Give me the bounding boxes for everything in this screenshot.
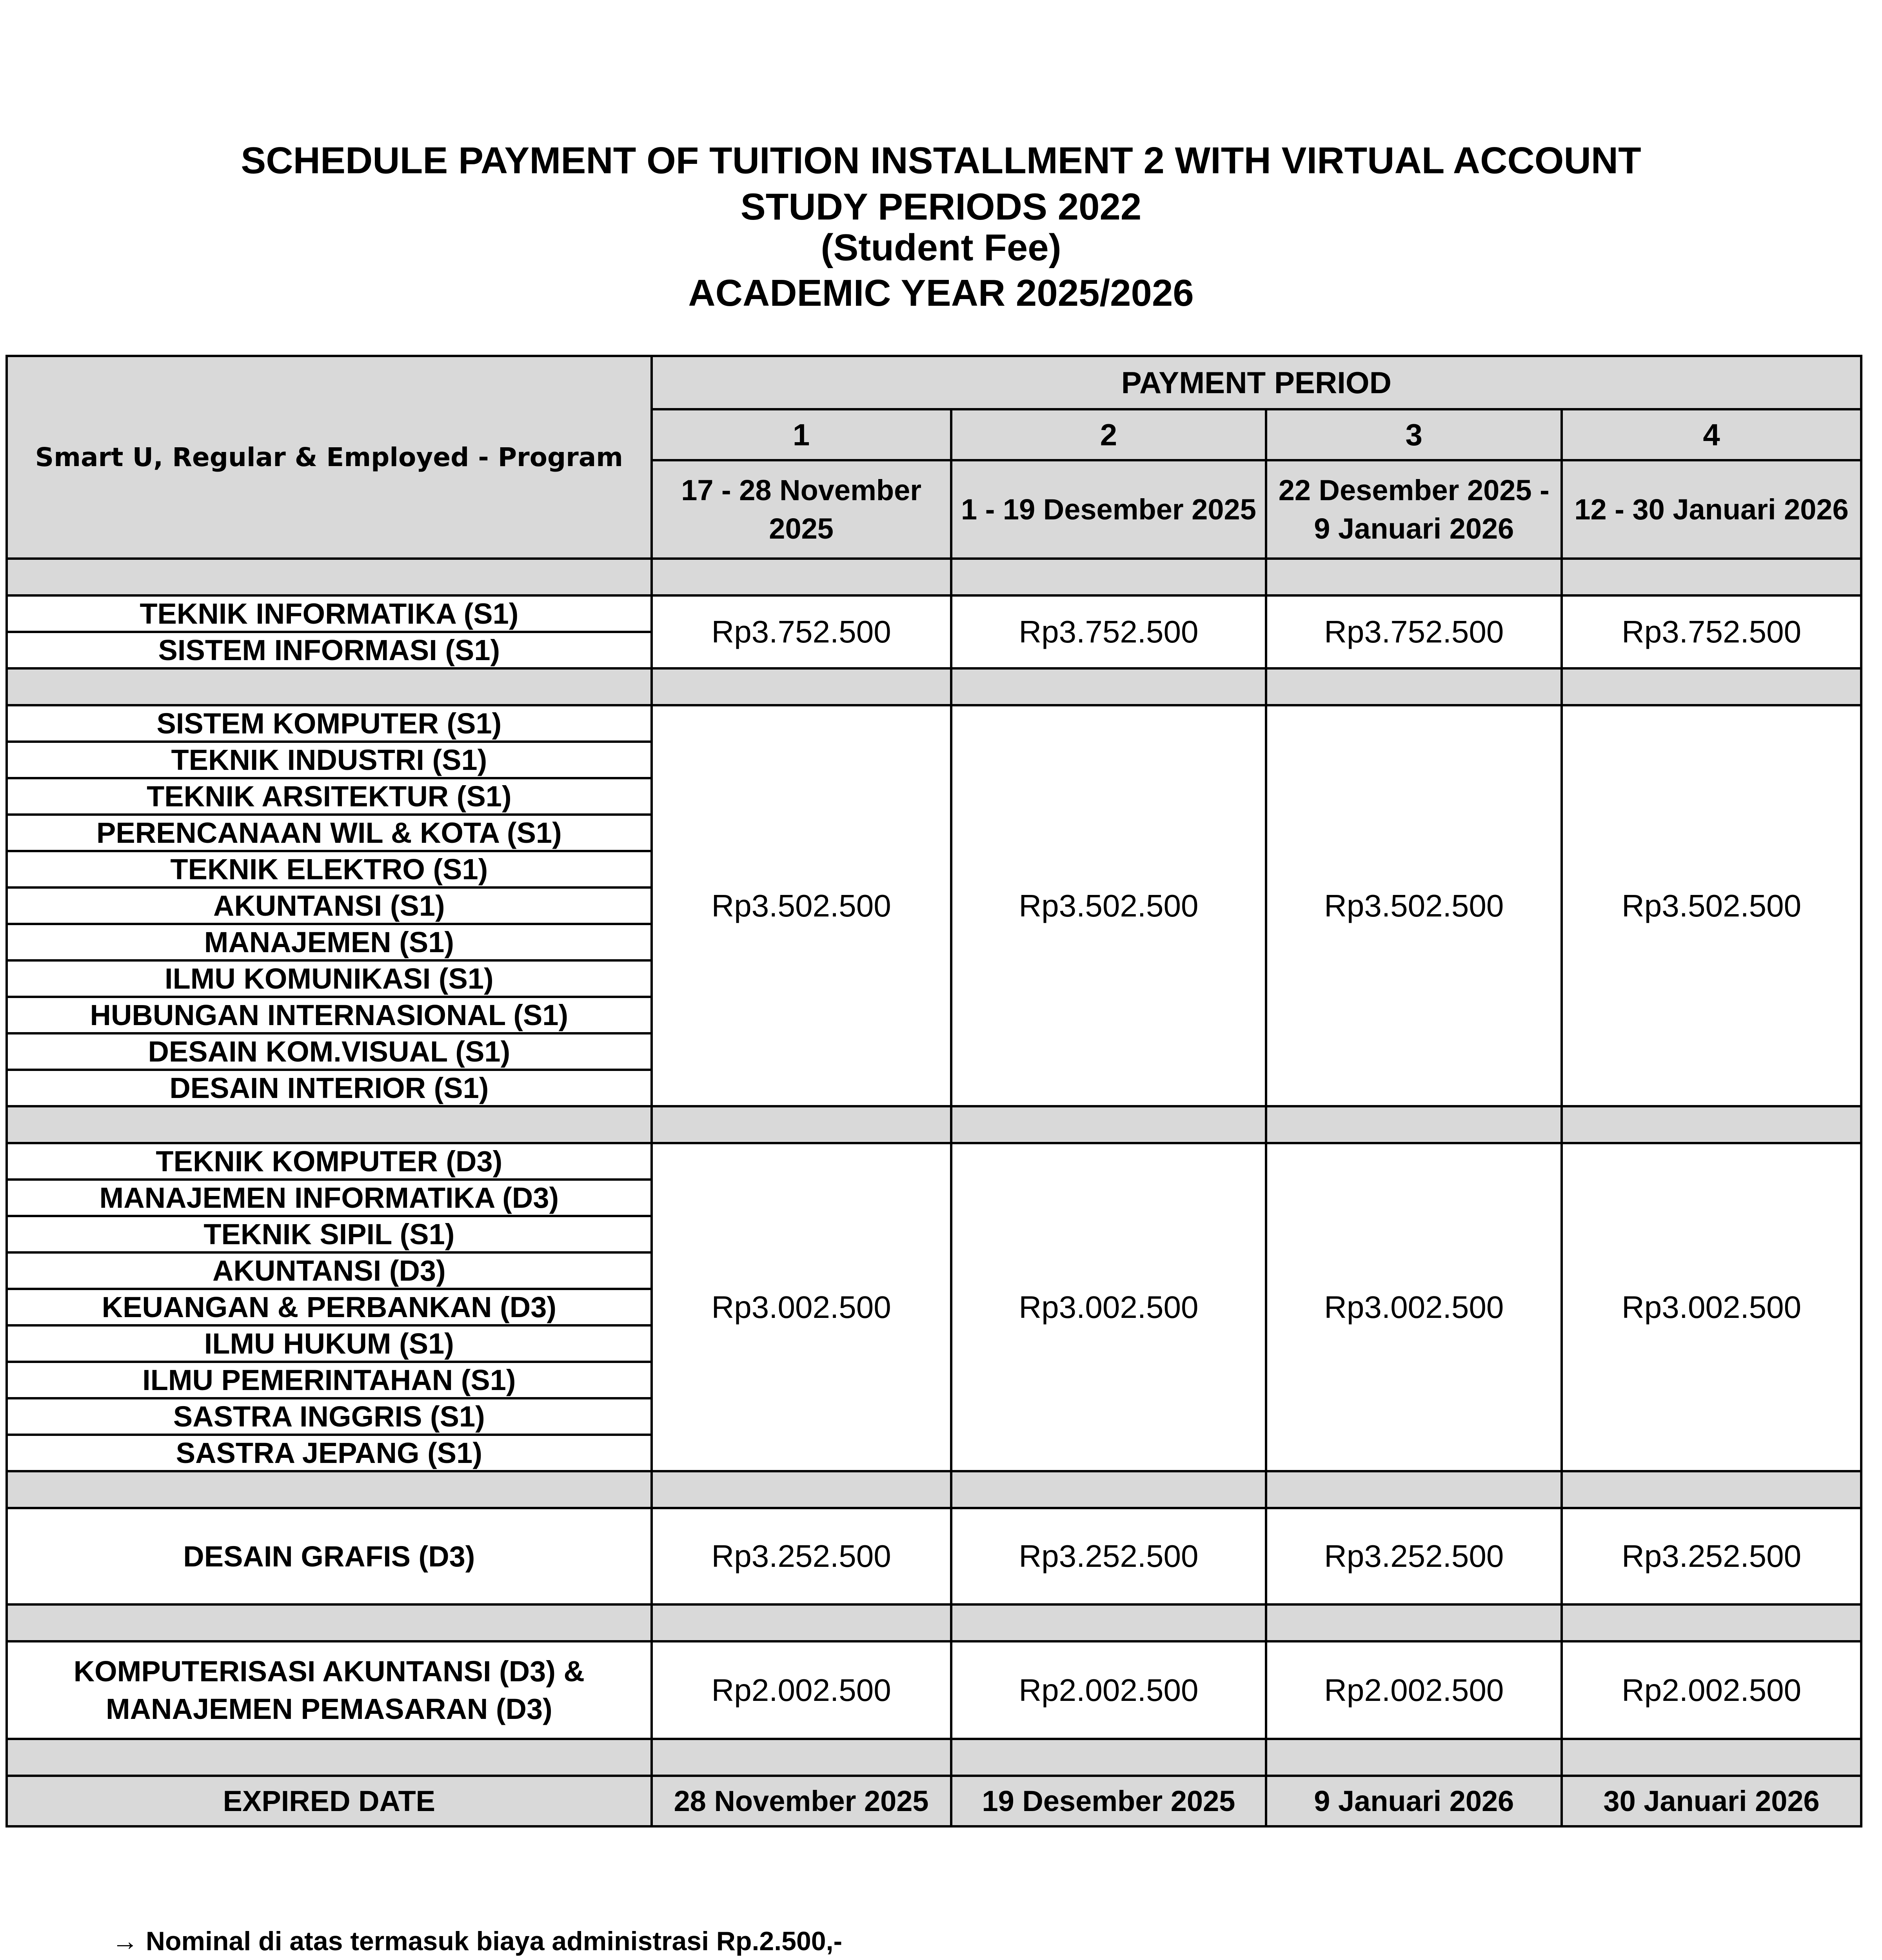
- period-number: 1: [652, 409, 951, 460]
- period-dates-line1: 22 Desember 2025 -: [1278, 474, 1550, 506]
- amount-cell: Rp3.252.500: [652, 1508, 951, 1604]
- program-name-line2: MANAJEMEN PEMASARAN (D3): [105, 1692, 552, 1725]
- payment-period-header: PAYMENT PERIOD: [652, 356, 1861, 409]
- expired-date: 30 Januari 2026: [1562, 1776, 1861, 1826]
- period-dates-line2: 2025: [769, 512, 834, 545]
- program-name: DESAIN INTERIOR (S1): [7, 1070, 652, 1106]
- separator-row: [7, 1106, 1861, 1143]
- program-name: PERENCANAAN WIL & KOTA (S1): [7, 815, 652, 851]
- program-row: [7, 705, 1861, 742]
- amount-cell: Rp3.502.500: [951, 705, 1266, 1106]
- separator-row: [7, 1604, 1861, 1641]
- expired-date-row: [7, 1776, 1861, 1826]
- program-name: TEKNIK INFORMATIKA (S1): [7, 595, 652, 632]
- amount-cell: Rp3.752.500: [1562, 595, 1861, 668]
- header-row-period: [7, 356, 1861, 409]
- period-dates: [951, 460, 1266, 559]
- period-dates: [1266, 460, 1562, 559]
- title-line-3: (Student Fee): [821, 227, 1061, 269]
- amount-cell: Rp3.502.500: [1266, 705, 1562, 1106]
- separator-row: [7, 668, 1861, 705]
- program-name: SASTRA JEPANG (S1): [7, 1435, 652, 1471]
- footnote: → Nominal di atas termasuk biaya administrasi Rp.2.500,-: [112, 1926, 843, 1956]
- program-column-header: Smart U, Regular & Employed - Program: [7, 356, 652, 559]
- period-dates-line1: 1 - 19 Desember 2025: [961, 493, 1256, 526]
- program-name: TEKNIK ARSITEKTUR (S1): [7, 778, 652, 815]
- title-line-4: ACADEMIC YEAR 2025/2026: [688, 272, 1194, 314]
- program-name: SISTEM INFORMASI (S1): [7, 632, 652, 668]
- expired-date-label: EXPIRED DATE: [7, 1776, 652, 1826]
- program-name: MANAJEMEN (S1): [7, 924, 652, 960]
- period-number: 2: [951, 409, 1266, 460]
- program-name: SASTRA INGGRIS (S1): [7, 1398, 652, 1435]
- program-name: AKUNTANSI (S1): [7, 887, 652, 924]
- amount-cell: Rp3.002.500: [1562, 1143, 1861, 1471]
- amount-cell: Rp3.002.500: [951, 1143, 1266, 1471]
- amount-cell: Rp3.502.500: [1562, 705, 1861, 1106]
- program-name: TEKNIK ELEKTRO (S1): [7, 851, 652, 887]
- program-name: ILMU KOMUNIKASI (S1): [7, 960, 652, 997]
- period-number: 4: [1562, 409, 1861, 460]
- program-name: SISTEM KOMPUTER (S1): [7, 705, 652, 742]
- program-name-line1: KOMPUTERISASI AKUNTANSI (D3) &: [73, 1655, 585, 1688]
- payment-schedule-table: [5, 355, 1862, 1828]
- program-name: KEUANGAN & PERBANKAN (D3): [7, 1289, 652, 1325]
- amount-cell: Rp3.252.500: [1266, 1508, 1562, 1604]
- amount-cell: Rp3.502.500: [652, 705, 951, 1106]
- amount-cell: Rp2.002.500: [652, 1641, 951, 1739]
- program-name: TEKNIK KOMPUTER (D3): [7, 1143, 652, 1180]
- amount-cell: Rp2.002.500: [951, 1641, 1266, 1739]
- program-name: ILMU PEMERINTAHAN (S1): [7, 1362, 652, 1398]
- program-name: DESAIN GRAFIS (D3): [7, 1508, 652, 1604]
- period-dates: [1562, 460, 1861, 559]
- separator-row: [7, 559, 1861, 595]
- period-dates-line1: 17 - 28 November: [681, 474, 922, 506]
- amount-cell: Rp2.002.500: [1562, 1641, 1861, 1739]
- period-dates: [652, 460, 951, 559]
- amount-cell: Rp3.752.500: [652, 595, 951, 668]
- amount-cell: Rp3.252.500: [951, 1508, 1266, 1604]
- period-dates-line1: 12 - 30 Januari 2026: [1574, 493, 1849, 526]
- expired-date: 9 Januari 2026: [1266, 1776, 1562, 1826]
- program-name: DESAIN KOM.VISUAL (S1): [7, 1033, 652, 1070]
- period-number: 3: [1266, 409, 1562, 460]
- separator-row: [7, 1471, 1861, 1508]
- expired-date: 28 November 2025: [652, 1776, 951, 1826]
- amount-cell: Rp3.002.500: [1266, 1143, 1562, 1471]
- program-name: ILMU HUKUM (S1): [7, 1325, 652, 1362]
- period-dates-line2: 9 Januari 2026: [1314, 512, 1514, 545]
- amount-cell: Rp3.252.500: [1562, 1508, 1861, 1604]
- program-row: [7, 1641, 1861, 1739]
- program-name: TEKNIK SIPIL (S1): [7, 1216, 652, 1252]
- program-name: HUBUNGAN INTERNASIONAL (S1): [7, 997, 652, 1033]
- amount-cell: Rp2.002.500: [1266, 1641, 1562, 1739]
- amount-cell: Rp3.752.500: [1266, 595, 1562, 668]
- expired-date: 19 Desember 2025: [951, 1776, 1266, 1826]
- amount-cell: Rp3.752.500: [951, 595, 1266, 668]
- program-name: AKUNTANSI (D3): [7, 1252, 652, 1289]
- title-line-2: STUDY PERIODS 2022: [740, 186, 1142, 228]
- title-line-1: SCHEDULE PAYMENT OF TUITION INSTALLMENT 2 WITH VIRTUAL ACCOUNT: [241, 140, 1641, 181]
- program-name: MANAJEMEN INFORMATIKA (D3): [7, 1180, 652, 1216]
- amount-cell: Rp3.002.500: [652, 1143, 951, 1471]
- separator-row: [7, 1739, 1861, 1776]
- program-name: [7, 1641, 652, 1739]
- program-name: TEKNIK INDUSTRI (S1): [7, 742, 652, 778]
- program-row: [7, 1143, 1861, 1180]
- program-row: [7, 1508, 1861, 1604]
- program-row: [7, 595, 1861, 632]
